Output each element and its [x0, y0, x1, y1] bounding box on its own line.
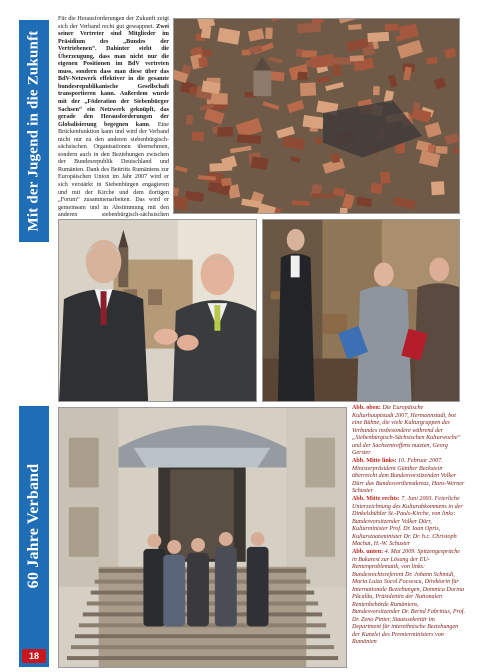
roof-shape: [350, 55, 364, 62]
roof-shape: [192, 131, 204, 141]
caption-text: 10. Februar 2007. Ministerpräsident Günther Beckstein überreicht dem Bundesvorsitzenden Volker Dürr das Bundesverdienstkreuz, Hans-Werner Schuster: [352, 458, 465, 494]
roof-shape: [370, 183, 382, 194]
church-ceremony-image: [263, 220, 459, 401]
roof-shape: [426, 57, 437, 64]
aerial-city-image: [174, 19, 459, 213]
section-title-top: Mit der Jugend in die Zukunft: [25, 30, 42, 232]
person-figure: [187, 553, 209, 626]
person-figure: [247, 547, 269, 626]
roof-shape: [367, 32, 389, 42]
caption-label: Abb. unten:: [352, 549, 384, 555]
sidebar-bottom-band: [19, 406, 49, 667]
stair-step: [75, 634, 330, 638]
caption-label: Abb. oben:: [352, 405, 381, 411]
roof-shape: [348, 24, 361, 30]
caption-label: Abb. Mitte rechts:: [352, 496, 400, 502]
page-number-badge: 18: [22, 649, 46, 663]
intro-text-block: [58, 16, 169, 224]
roof-shape: [332, 64, 342, 76]
caption-label: Abb. Mitte links:: [352, 458, 397, 464]
section-title-bottom: 60 Jahre Verband: [25, 463, 42, 589]
caption-middle-right: [352, 496, 465, 549]
award-handshake-image: [59, 220, 256, 401]
person-head: [219, 532, 233, 546]
roof-shape: [217, 127, 233, 137]
caption-text: 4. Mai 2009. Spitzengespräche in Bukarest zur Lösung der EU-Rentenproblematik, von links: Bundesrechtsreferent Dr. Johann Schmidt, Maria Luiza Socol Focsescu, Direktorin für Internationale Beziehungen, Domnica Dorina Păcalău, Präsidentin der Nationalen Rentenbehörde Rumäniens, Bundesvorsitzender Dr. Bernd Fabritius, Prof. Dr. Zeno Pinter, Staatssekretär im Department für interethnische Beziehungen der Kanzlei des Premierministers von Rumänien: [352, 549, 466, 645]
intro-text-b: . Eine Brückenfunktion kann und wird der Verband nicht nur zu den anderen siebenbürgisch-sächsischen Organisationen übernehmen, sondern auch in den Beziehungen zwischen der Bundesrepublik Deutschland und Rumänien. Dank des Beitritts Rumäniens zur Europäischen Union im Jahr 2007 wird er sich verstärkt in Siebenbürgen engagieren und mit der Kirche und dem dortigen „Forum“ zusammenarbeiten. Das wird er gemeinsam und in Abstimmung mit den anderen siebenbürgisch-sächsischen: [58, 121, 169, 219]
roof-shape: [380, 172, 390, 184]
person-figure: [215, 547, 237, 626]
roof-shape: [201, 26, 212, 39]
roof-shape: [186, 115, 194, 125]
bucharest-group-image: [59, 408, 346, 667]
stair-step: [71, 645, 334, 649]
intro-text-a: Für die Herausforderungen der Zukunft zeigt sich der Verband recht gut gewappnet.: [58, 16, 169, 30]
roof-shape: [265, 28, 272, 40]
person-figure: [143, 549, 165, 626]
roof-shape: [431, 181, 445, 195]
caption-text: Die Europäische Kulturhauptstadt 2007, Hermannstadt, bot eine Bühne, die viele Kulturgruppen des Verbandes insbesondere während der „Siebenbürgisch-Sächsischen Kulturwoche“ und der Sachsentreffens nutzten, Georg Gerster: [352, 405, 461, 456]
roof-shape: [209, 163, 232, 172]
roof-shape: [242, 50, 251, 56]
person-head: [191, 538, 205, 552]
stair-step: [67, 656, 338, 660]
roof-shape: [297, 22, 321, 33]
roof-shape: [435, 146, 447, 154]
person-head: [251, 532, 265, 546]
caption-bottom: [352, 549, 465, 647]
caption-block: [352, 405, 465, 667]
intro-text-bold: Zwei seiner Vertreter sind Mitglieder im Präsidium des „Bundes der Vertriebenen“. Dahinter steht die Überzeugung, dass man nicht nur die eigenen Positionen im BdV vertreten muss, sondern dass man diese über das BdV-Netzwerk effektiver in die gesamte bundesrepublikanische Gesellschaft transportieren kann. Außerdem wurde mit der „Föderation der Siebenbürger Sachsen“ ein Netzwerk geknüpft, das gerade den Herausforderungen der Globalisierung begegnen kann: [58, 23, 169, 128]
roof-shape: [413, 102, 420, 108]
church-ceremony-photo: [262, 219, 460, 402]
roof-shape: [428, 144, 435, 152]
caption-middle-left: [352, 458, 465, 496]
caption-text: 7. Juni 2003. Feierliche Unterzeichnung des Kulturabkommens in der Dinkelsbühler St.-Pauls-Kirche, von links: Bundesvorsitzender Volker Dürr, Kulturminister Prof. Dr. Ioan Opris, Kulturstaatsminister Dr. Dr. h.c. Christoph Machat, H.-W. Schuster: [352, 496, 463, 547]
bucharest-group-photo: [58, 407, 347, 668]
roof-shape: [198, 57, 208, 67]
roof-shape: [297, 72, 308, 81]
roof-shape: [373, 86, 380, 95]
award-handshake-photo: [58, 219, 257, 402]
roof-shape: [312, 193, 335, 198]
aerial-city-photo: [173, 18, 460, 214]
roof-shape: [385, 24, 398, 31]
roof-shape: [221, 178, 232, 187]
intro-paragraph: [58, 16, 169, 227]
person-figure: [163, 555, 185, 626]
roof-shape: [237, 134, 261, 144]
roof-shape: [331, 153, 340, 163]
person-head: [147, 534, 161, 548]
roof-shape: [300, 82, 316, 96]
roof-shape: [339, 208, 347, 213]
caption-top: [352, 405, 465, 458]
sidebar-top-band: [19, 20, 49, 242]
roof-shape: [292, 200, 310, 206]
person-head: [167, 540, 181, 554]
